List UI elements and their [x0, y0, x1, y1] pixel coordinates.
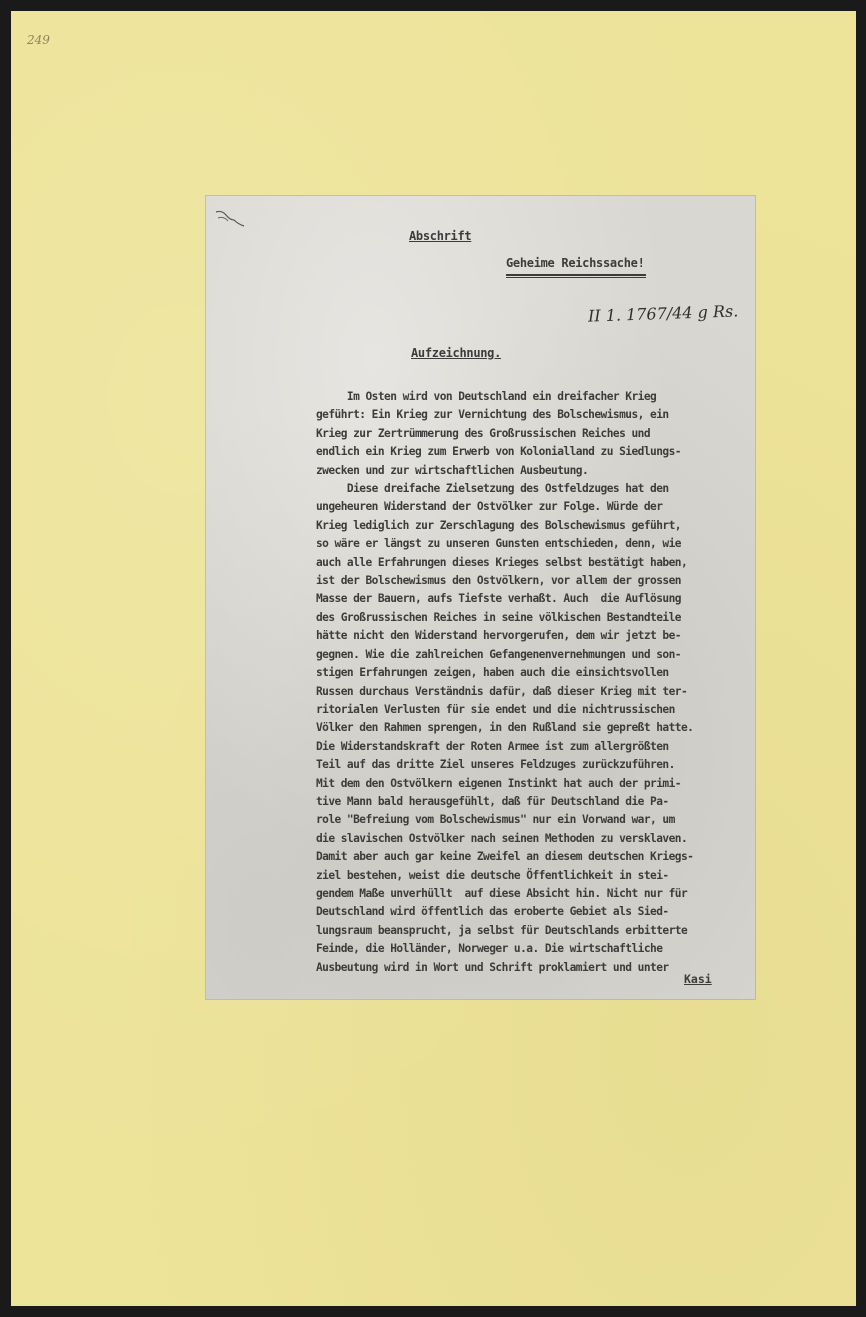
body-line: Krieg lediglich zur Zerschlagung des Bolschewismus geführt, — [316, 518, 681, 532]
document-body — [316, 388, 754, 977]
body-line: so wäre er längst zu unseren Gunsten entschieden, denn, wie — [316, 537, 681, 551]
body-line: Feinde, die Holländer, Norweger u.a. Die wirtschaftliche — [316, 942, 663, 956]
folder-page-number: 249 — [27, 33, 50, 47]
body-line: des Großrussischen Reiches in seine völkischen Bestandteile — [316, 610, 681, 624]
body-line: lungsraum beansprucht, ja selbst für Deutschlands erbitterte — [316, 923, 688, 937]
classification-underline-secondary — [506, 277, 646, 278]
body-line: zwecken und zur wirtschaftlichen Ausbeutung. — [316, 463, 589, 477]
body-line: ist der Bolschewismus den Ostvölkern, vor allem der grossen — [316, 574, 681, 588]
body-line: Masse der Bauern, aufs Tiefste verhaßt. Auch die Auflösung — [316, 592, 681, 606]
document-photocopy — [206, 196, 755, 999]
handwritten-reference: II 1. 1767/44 g Rs. — [587, 301, 739, 326]
body-line: ritorialen Verlusten für sie endet und die nichtrussischen — [316, 702, 675, 716]
body-line: auch alle Erfahrungen dieses Krieges selbst bestätigt haben, — [316, 555, 688, 569]
body-line: Damit aber auch gar keine Zweifel an diesem deutschen Kriegs- — [316, 850, 694, 864]
body-line: die slavischen Ostvölker nach seinen Methoden zu versklaven. — [316, 831, 688, 845]
body-line: ungeheuren Widerstand der Ostvölker zur Folge. Würde der — [316, 500, 663, 514]
body-line: endlich ein Krieg zum Erwerb von Kolonialland zu Siedlungs- — [316, 445, 681, 459]
body-line: Ausbeutung wird in Wort und Schrift proklamiert und unter — [316, 960, 669, 974]
body-line: gegnen. Wie die zahlreichen Gefangenenvernehmungen und son- — [316, 647, 681, 661]
document-header: Abschrift — [409, 229, 472, 243]
body-line: stigen Erfahrungen zeigen, haben auch die einsichtsvollen — [316, 666, 669, 680]
body-line: gendem Maße unverhüllt auf diese Absicht hin. Nicht nur für — [316, 886, 688, 900]
body-line: hätte nicht den Widerstand hervorgerufen, dem wir jetzt be- — [316, 629, 681, 643]
body-line: Die Widerstandskraft der Roten Armee ist zum allergrößten — [316, 739, 669, 753]
body-line: Teil auf das dritte Ziel unseres Feldzuges zurückzuführen. — [316, 758, 675, 772]
body-line: Krieg zur Zertrümmerung des Großrussischen Reiches und — [316, 426, 651, 440]
handwritten-mark-icon — [214, 206, 248, 236]
body-line: Mit dem den Ostvölkern eigenen Instinkt hat auch der primi- — [316, 776, 681, 790]
body-line: Deutschland wird öffentlich das eroberte Gebiet als Sied- — [316, 905, 669, 919]
body-line: tive Mann bald herausgefühlt, daß für Deutschland die Pa- — [316, 794, 669, 808]
body-line: Diese dreifache Zielsetzung des Ostfeldzuges hat den — [316, 482, 669, 496]
body-line: Russen durchaus Verständnis dafür, daß dieser Krieg mit ter- — [316, 684, 688, 698]
body-line: Völker den Rahmen sprengen, in den Rußland sie gepreßt hatte. — [316, 721, 694, 735]
body-line: geführt: Ein Krieg zur Vernichtung des Bolschewismus, ein — [316, 408, 669, 422]
body-line: ziel bestehen, weist die deutsche Öffentlichkeit in stei- — [316, 868, 669, 882]
catch-word: Kasi — [684, 972, 712, 986]
classification-label: Geheime Reichssache! — [506, 256, 645, 270]
classification-underline — [506, 274, 646, 276]
body-line: role "Befreiung vom Bolschewismus" nur ein Vorwand war, um — [316, 813, 675, 827]
body-line: Im Osten wird von Deutschland ein dreifacher Krieg — [316, 390, 657, 403]
document-title: Aufzeichnung. — [411, 346, 502, 360]
